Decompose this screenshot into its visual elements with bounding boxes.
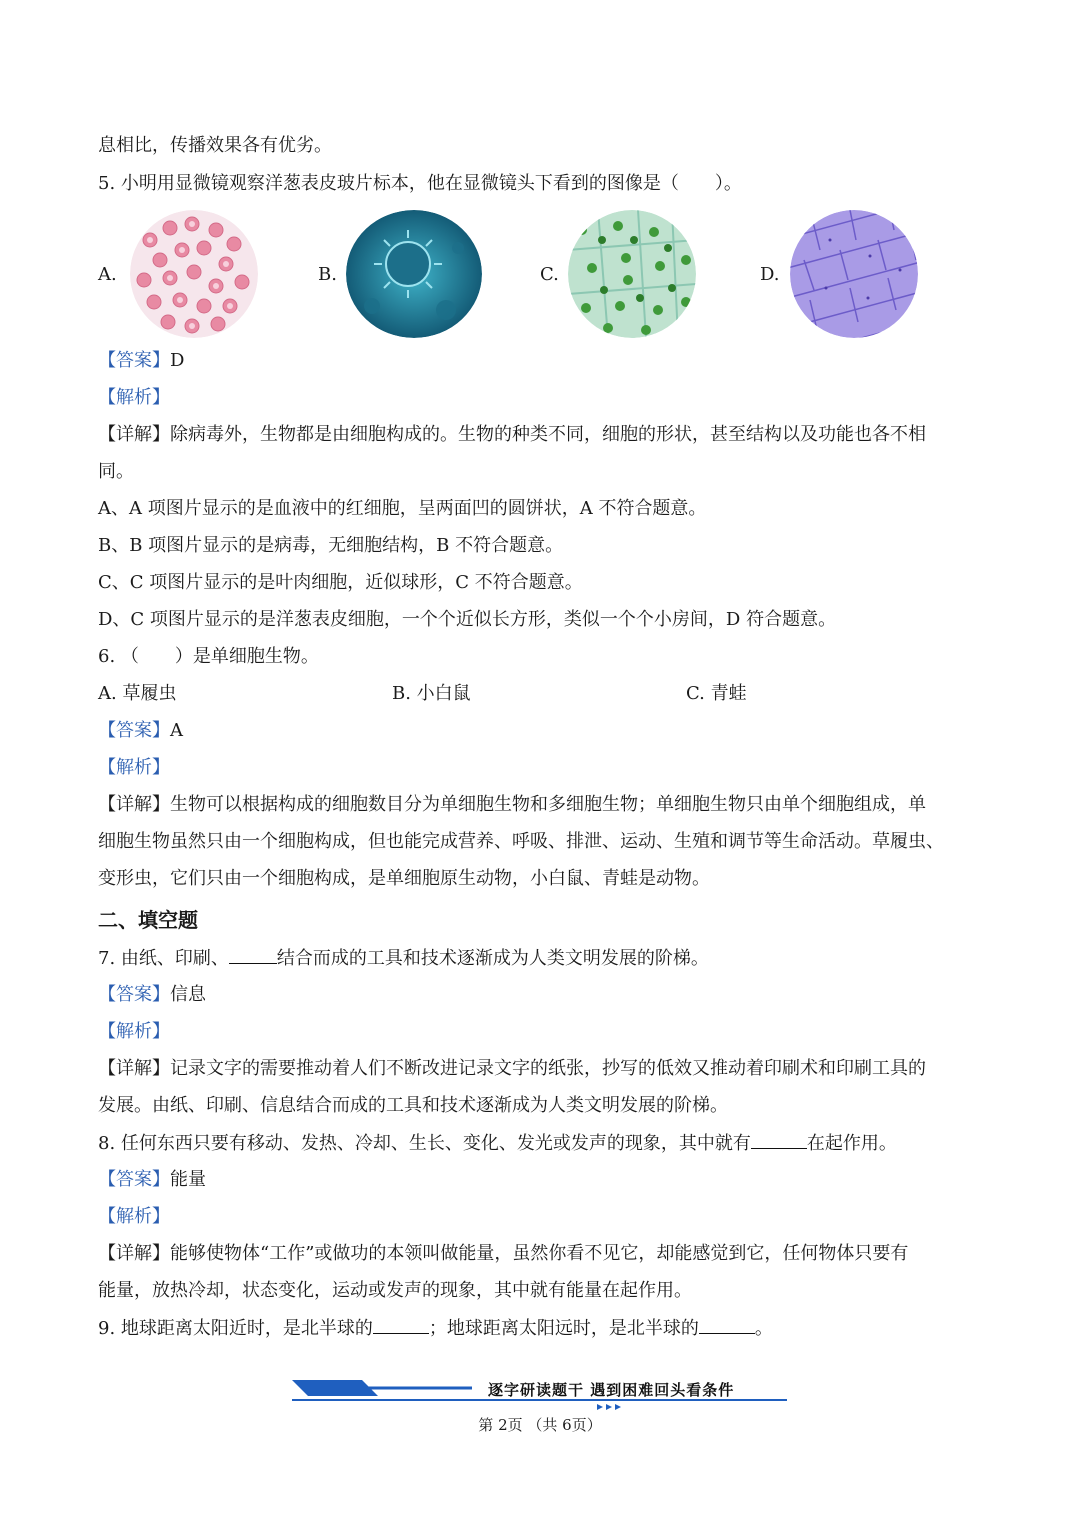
- choice-c: C. 青蛙: [686, 683, 747, 704]
- option-label: C.: [540, 264, 559, 285]
- onion-epidermis-image: [790, 210, 918, 338]
- question-text: 8. 任何东西只要有移动、发热、冷却、生长、变化、发光或发声的现象，其中就有: [98, 1133, 751, 1154]
- fill-blank: [373, 1315, 429, 1334]
- question-5: 5. 小明用显微镜观察洋葱表皮玻片标本，他在显微镜头下看到的图像是（ ）。: [98, 173, 742, 194]
- detail-text: 除病毒外，生物都是由细胞构成的。生物的种类不同，细胞的形状，甚至结构以及功能也各不相: [170, 424, 926, 445]
- answer-line: [98, 982, 988, 1008]
- analysis-tag: 【解析】: [98, 1206, 170, 1227]
- analysis-line: [98, 1204, 988, 1230]
- detail-tag: 【详解】: [98, 1243, 170, 1264]
- text-line: 变形虫，它们只由一个细胞构成，是单细胞原生动物，小白鼠、青蛙是动物。: [98, 868, 710, 889]
- question-9: [98, 1315, 988, 1342]
- detail-text: 能够使物体“工作”或做功的本领叫做能量，虽然你看不见它，却能感觉到它，任何物体只要有: [170, 1243, 909, 1264]
- option-label: A.: [98, 264, 117, 285]
- fill-blank: [751, 1130, 807, 1149]
- detail-tag: 【详解】: [98, 794, 170, 815]
- detail-line: [98, 1241, 988, 1267]
- section-heading: 二、填空题: [98, 908, 198, 932]
- question-text: 9. 地球距离太阳近时，是北半球的: [98, 1318, 373, 1339]
- analysis-tag: 【解析】: [98, 1021, 170, 1042]
- detail-line: [98, 422, 988, 448]
- question-7: [98, 945, 988, 972]
- detail-text: 记录文字的需要推动着人们不断改进记录文字的纸张，抄写的低效又推动着印刷术和印刷工具的: [170, 1058, 926, 1079]
- text-line: 细胞生物虽然只由一个细胞构成，但也能完成营养、呼吸、排泄、运动、生殖和调节等生命活动。草履虫、: [98, 831, 944, 852]
- text-line: 息相比，传播效果各有优劣。: [98, 135, 332, 156]
- question-8: [98, 1130, 988, 1157]
- question-text: 在起作用。: [806, 1133, 897, 1154]
- footer-slogan: 逐字研读题干 遇到困难回头看条件: [488, 1381, 735, 1399]
- q5-options: [98, 210, 958, 340]
- text-line: B、B 项图片显示的是病毒，无细胞结构，B 不符合题意。: [98, 535, 564, 556]
- answer-tag: 【答案】: [98, 350, 170, 371]
- analysis-tag: 【解析】: [98, 757, 170, 778]
- question-6: 6. （ ）是单细胞生物。: [98, 646, 319, 667]
- detail-tag: 【详解】: [98, 424, 170, 445]
- choice-b: B. 小白鼠: [392, 683, 471, 704]
- text-line: 能量，放热冷却，状态变化，运动或发声的现象，其中就有能量在起作用。: [98, 1280, 692, 1301]
- answer-tag: 【答案】: [98, 1169, 170, 1190]
- text-line: 发展。由纸、印刷、信息结合而成的工具和技术逐渐成为人类文明发展的阶梯。: [98, 1095, 728, 1116]
- answer-value: A: [170, 720, 183, 741]
- option-label: B.: [318, 264, 337, 285]
- text-line: C、C 项图片显示的是叶肉细胞，近似球形，C 不符合题意。: [98, 572, 583, 593]
- detail-text: 生物可以根据构成的细胞数目分为单细胞生物和多细胞生物；单细胞生物只由单个细胞组成，单: [170, 794, 926, 815]
- answer-value: D: [170, 350, 185, 371]
- answer-line: [98, 348, 988, 374]
- fill-blank: [229, 945, 277, 964]
- answer-tag: 【答案】: [98, 720, 170, 741]
- analysis-tag: 【解析】: [98, 387, 170, 408]
- question-text: 结合而成的工具和技术逐渐成为人类文明发展的阶梯。: [276, 948, 709, 969]
- analysis-line: [98, 755, 988, 781]
- question-text: 7. 由纸、印刷、: [98, 948, 229, 969]
- answer-line: [98, 1167, 988, 1193]
- fill-blank: [699, 1315, 755, 1334]
- text-line: 同。: [98, 461, 134, 482]
- detail-line: [98, 1056, 988, 1082]
- option-label: D.: [760, 264, 780, 285]
- question-text: ；地球距离太阳远时，是北半球的: [428, 1318, 699, 1339]
- leaf-cells-image: [568, 210, 696, 338]
- detail-line: [98, 792, 988, 818]
- detail-tag: 【详解】: [98, 1058, 170, 1079]
- analysis-line: [98, 1019, 988, 1045]
- choice-a: A. 草履虫: [98, 683, 177, 704]
- page-number: 第 2页 （共 6页）: [478, 1416, 602, 1434]
- answer-value: 能量: [170, 1169, 206, 1190]
- virus-image: [346, 210, 482, 338]
- analysis-line: [98, 385, 988, 411]
- question-text: 。: [754, 1318, 773, 1339]
- text-line: D、C 项图片显示的是洋葱表皮细胞，一个个近似长方形，类似一个个小房间，D 符合题意。: [98, 609, 837, 630]
- answer-value: 信息: [170, 984, 206, 1005]
- text-line: A、A 项图片显示的是血液中的红细胞，呈两面凹的圆饼状，A 不符合题意。: [98, 498, 707, 519]
- red-blood-cells-image: [130, 210, 258, 338]
- answer-tag: 【答案】: [98, 984, 170, 1005]
- answer-line: [98, 718, 988, 744]
